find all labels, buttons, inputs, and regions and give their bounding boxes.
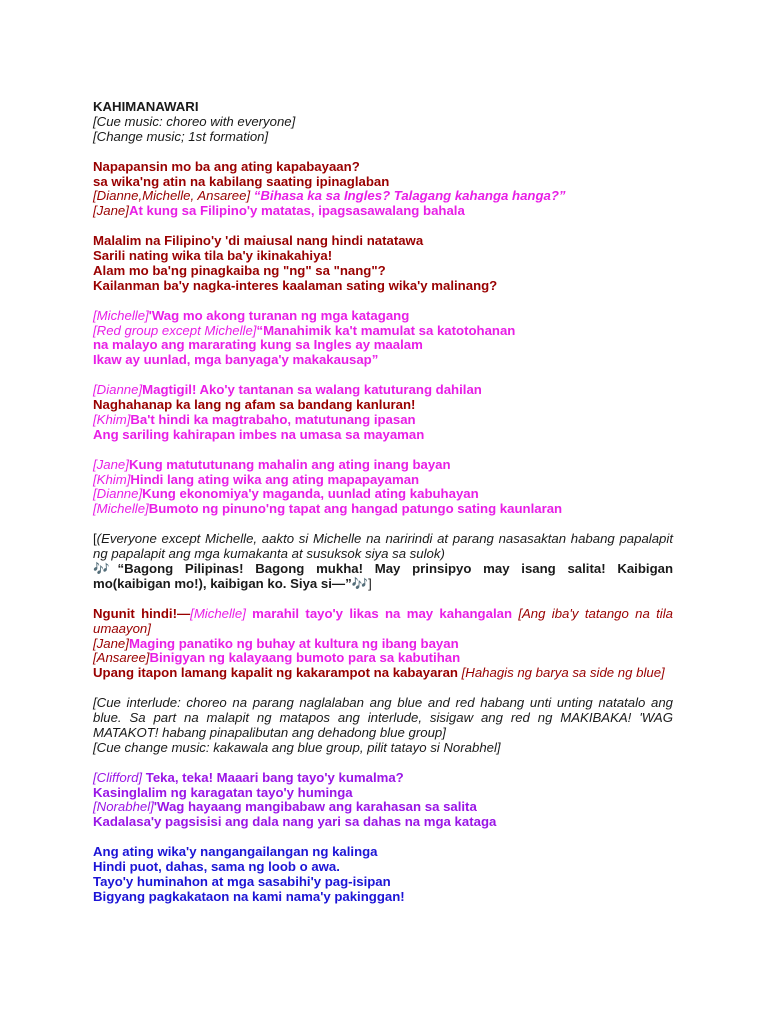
- cue-line: [Cue music: choreo with everyone]: [93, 113, 296, 129]
- speaker-tag: [Khim]: [93, 471, 131, 487]
- lyric-line: [93, 473, 673, 488]
- lyric-text: “Bihasa ka sa Ingles? Talagang kahanga hanga?”: [250, 188, 566, 204]
- script-document: [93, 100, 673, 920]
- lyric-line: na malayo ang mararating kung sa Ingles ay maalam: [93, 337, 423, 353]
- lyric-text: Upang itapon lamang kapalit ng kakarampot na kabayaran: [93, 665, 458, 681]
- lyric-line: [93, 502, 673, 517]
- verse-8: [93, 845, 673, 905]
- speaker-tag: [Michelle]: [93, 501, 149, 517]
- lyric-line: Alam mo ba'ng pinagkaiba ng "ng" sa "nang"?: [93, 262, 386, 278]
- verse-6: [93, 607, 673, 682]
- lyric-text: 'Wag mo akong turanan ng mga katagang: [148, 307, 410, 323]
- lyric-line: [93, 458, 673, 473]
- script-title: KAHIMANAWARI: [93, 99, 199, 114]
- lyric-text: Magtigil! Ako'y tantanan sa walang katuturang dahilan: [142, 382, 482, 398]
- lyric-line: Sarili nating wika tila ba'y ikinakahiya!: [93, 248, 333, 264]
- speaker-tag: [Michelle]: [93, 307, 149, 323]
- speaker-tag: [Jane]: [93, 456, 129, 472]
- speaker-tag: [Jane]: [93, 203, 129, 219]
- lyric-text: Maging panatiko ng buhay at kultura ng ibang bayan: [128, 635, 459, 651]
- lyric-text: Ngunit hindi!—: [93, 605, 191, 621]
- lyric-text: At kung sa Filipino'y matatas, ipagsasawalang bahala: [128, 203, 465, 219]
- verse-3: [93, 309, 673, 369]
- lyric-line: Bigyang pagkakataon na kami nama'y pakinggan!: [93, 888, 405, 904]
- lyric-line: [93, 800, 673, 815]
- lyric-line: [93, 666, 673, 681]
- lyric-line: Naghahanap ka lang ng afam sa bandang kanluran!: [93, 397, 416, 413]
- lyric-line: Ikaw ay uunlad, mga banyaga'y makakausap”: [93, 352, 379, 368]
- speaker-tag: [Michelle]: [190, 605, 246, 621]
- lyric-line: [93, 637, 673, 652]
- verse-2: [93, 234, 673, 294]
- lyric-text: Kung ekonomiya'y maganda, uunlad ating kabuhayan: [142, 486, 479, 502]
- lyric-line: Napapansin mo ba ang ating kapabayaan?: [93, 158, 360, 174]
- lyric-line: [93, 487, 673, 502]
- verse-1: [93, 160, 673, 220]
- chant-text: “Bagong Pilipinas! Bagong mukha! May prinsipyo may isang salita! Kaibigan mo(kaibigan mo!), kaibigan ko. Siya si—”: [93, 561, 674, 591]
- bracket: [: [93, 531, 97, 547]
- lyric-text: marahil tayo'y likas na may kahangalan: [245, 605, 512, 621]
- lyric-line: Ang ating wika'y nangangailangan ng kalinga: [93, 844, 378, 860]
- verse-5: [93, 458, 673, 518]
- music-note-icon: 🎶: [351, 575, 369, 591]
- stage-direction: (Everyone except Michelle, aakto si Michelle na naririndi at parang nasasaktan habang papalapit ng papalapit ang mga kumakanta at susuksok siya sa sulok): [93, 531, 673, 562]
- lyric-line: Tayo'y huminahon at mga sasabihi'y pag-isipan: [93, 873, 391, 889]
- lyric-line: [93, 771, 673, 786]
- lyric-line: [93, 607, 673, 637]
- lyric-line: [93, 204, 673, 219]
- speaker-tag: [Ansaree]: [93, 650, 150, 666]
- lyric-line: [93, 309, 673, 324]
- bracket: ]: [368, 575, 372, 591]
- lyric-text: Hindi lang ating wika ang ating mapapayaman: [130, 471, 420, 487]
- lyric-text: Kung matututunang mahalin ang ating inang bayan: [128, 456, 451, 472]
- speaker-tag: [Dianne]: [93, 486, 143, 502]
- lyric-text: Bumoto ng pinuno'ng tapat ang hangad patungo sating kaunlaran: [148, 501, 563, 517]
- stage-direction-chant: [93, 532, 673, 592]
- lyric-line: Kadalasa'y pagsisisi ang dala nang yari sa dahas na mga kataga: [93, 814, 497, 830]
- lyric-line: Malalim na Filipino'y 'di maiusal nang hindi natatawa: [93, 233, 424, 249]
- music-note-icon: 🎶: [93, 561, 118, 576]
- lyric-line: Ang sariling kahirapan imbes na umasa sa mayaman: [93, 426, 425, 442]
- verse-4: [93, 383, 673, 443]
- speaker-tag: [Clifford]: [93, 769, 143, 785]
- lyric-line: Kailanman ba'y nagka-interes kaalaman sating wika'y malinang?: [93, 277, 498, 293]
- lyric-line: Kasinglalim ng karagatan tayo'y huminga: [93, 784, 353, 800]
- lyric-line: [93, 383, 673, 398]
- stage-direction: [Cue interlude: choreo na parang naglalaban ang blue and red habang unti unting natatalo ang blue. Sa part na malapit ng matapos ang interlude, sisigaw ang red ng MAKIBAKA! 'WAG MATAKOT! habang pinapalibutan ang dehadong blue group]: [93, 695, 673, 740]
- lyric-text: 'Wag hayaang mangibabaw ang karahasan sa salita: [153, 799, 477, 815]
- verse-7: [93, 771, 673, 831]
- speaker-tag: [Norabhel]: [93, 799, 154, 815]
- stage-direction: [Ang iba'y tatango na tila umaayon]: [93, 605, 674, 636]
- lyric-text: Teka, teka! Maaari bang tayo'y kumalma?: [142, 769, 404, 785]
- speaker-tag: [Dianne,Michelle, Ansaree]: [93, 188, 251, 204]
- speaker-tag: [Jane]: [93, 635, 129, 651]
- lyric-line: [93, 413, 673, 428]
- lyric-text: Binigyan ng kalayaang bumoto para sa kabutihan: [149, 650, 461, 666]
- speaker-tag: [Red group except Michelle]: [93, 322, 257, 338]
- cue-line: [Cue change music: kakawala ang blue group, pilit tatayo si Norabhel]: [93, 739, 501, 755]
- lyric-line: Hindi puot, dahas, sama ng loob o awa.: [93, 859, 340, 875]
- cue-line: [Change music; 1st formation]: [93, 128, 269, 144]
- lyric-text: “Manahimik ka't mamulat sa katotohanan: [256, 322, 516, 338]
- speaker-tag: [Dianne]: [93, 382, 143, 398]
- lyric-text: Ba't hindi ka magtrabaho, matutunang ipasan: [130, 411, 416, 427]
- lyric-line: [93, 324, 673, 339]
- header-block: [93, 100, 673, 145]
- stage-direction: [Hahagis ng barya sa side ng blue]: [457, 665, 665, 681]
- speaker-tag: [Khim]: [93, 411, 131, 427]
- lyric-line: [93, 651, 673, 666]
- interlude-block: [93, 696, 673, 756]
- lyric-line: sa wika'ng atin na kabilang saating ipinaglaban: [93, 173, 390, 189]
- lyric-line: [93, 189, 673, 204]
